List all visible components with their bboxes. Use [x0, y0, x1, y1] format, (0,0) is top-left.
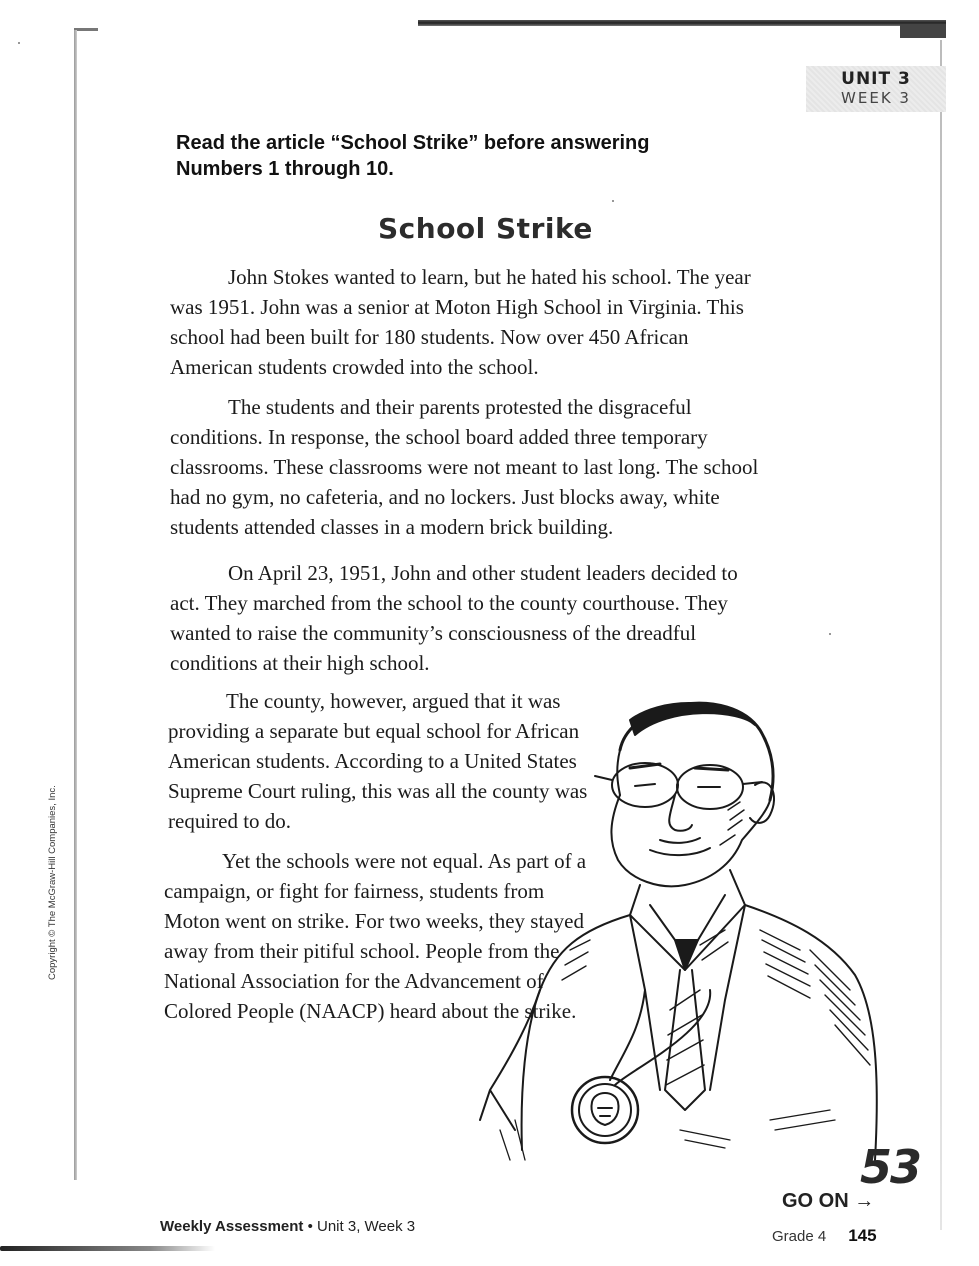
- article-paragraph-3: On April 23, 1951, John and other student leaders decided to act. They marched from the school to the county courthouse. They wanted to raise the community’s consciousness of the dreadful conditions at their high school.: [170, 561, 738, 675]
- article-title: School Strike: [378, 212, 593, 245]
- unit-label: UNIT 3: [841, 69, 911, 89]
- footer-assessment-detail: • Unit 3, Week 3: [303, 1218, 416, 1235]
- footer-grade-page: [772, 1226, 877, 1246]
- article-paragraph-1: John Stokes wanted to learn, but he hated his school. The year was 1951. John was a senior at Moton High School in Virginia. This school had been built for 180 students. Now over 450 African American students crowded into the school.: [170, 265, 751, 379]
- footer-assessment-title: Weekly Assessment: [160, 1218, 304, 1235]
- man-with-medal-illustration: [470, 690, 900, 1170]
- go-on-indicator: GO ON →: [782, 1190, 875, 1212]
- page-number: 145: [848, 1226, 877, 1245]
- week-label: WEEK 3: [841, 89, 911, 107]
- scan-smudge: [0, 1246, 215, 1251]
- left-margin-line: [74, 30, 77, 1180]
- handwritten-page-number: 53: [860, 1140, 921, 1194]
- unit-week-badge: [806, 66, 946, 112]
- article-paragraph-5: Yet the schools were not equal. As part of a campaign, or fight for fairness, students from Moton went on strike. For two weeks, they stayed away from their pitiful school. People from the National Association for the Advancement of Colored People (NAACP) heard about the strike.: [164, 849, 587, 1023]
- right-edge-line: [940, 40, 942, 1230]
- article-paragraph-2: The students and their parents protested the disgraceful conditions. In response, the school board added three temporary classrooms. These classrooms were not meant to last long. The school had no gym, no cafeteria, and no lockers. Just blocks away, white students attended classes in a modern brick building.: [170, 395, 759, 539]
- top-rule-cap: [900, 24, 946, 38]
- instructions: Read the article “School Strike” before answering Numbers 1 through 10.: [176, 132, 650, 180]
- top-rule: [418, 20, 946, 26]
- scan-speck: [18, 42, 20, 44]
- side-copyright: Copyright © The McGraw-Hill Companies, Inc.: [47, 785, 58, 980]
- article-paragraph-4: The county, however, argued that it was providing a separate but equal school for African American students. According to a United States Supreme Court ruling, this was all the county was required to do.: [168, 689, 588, 833]
- footer-grade: Grade 4: [772, 1228, 827, 1245]
- scan-speck: [829, 633, 831, 635]
- scan-speck: [612, 200, 614, 202]
- footer-assessment: [160, 1218, 415, 1235]
- margin-tick: [74, 28, 98, 31]
